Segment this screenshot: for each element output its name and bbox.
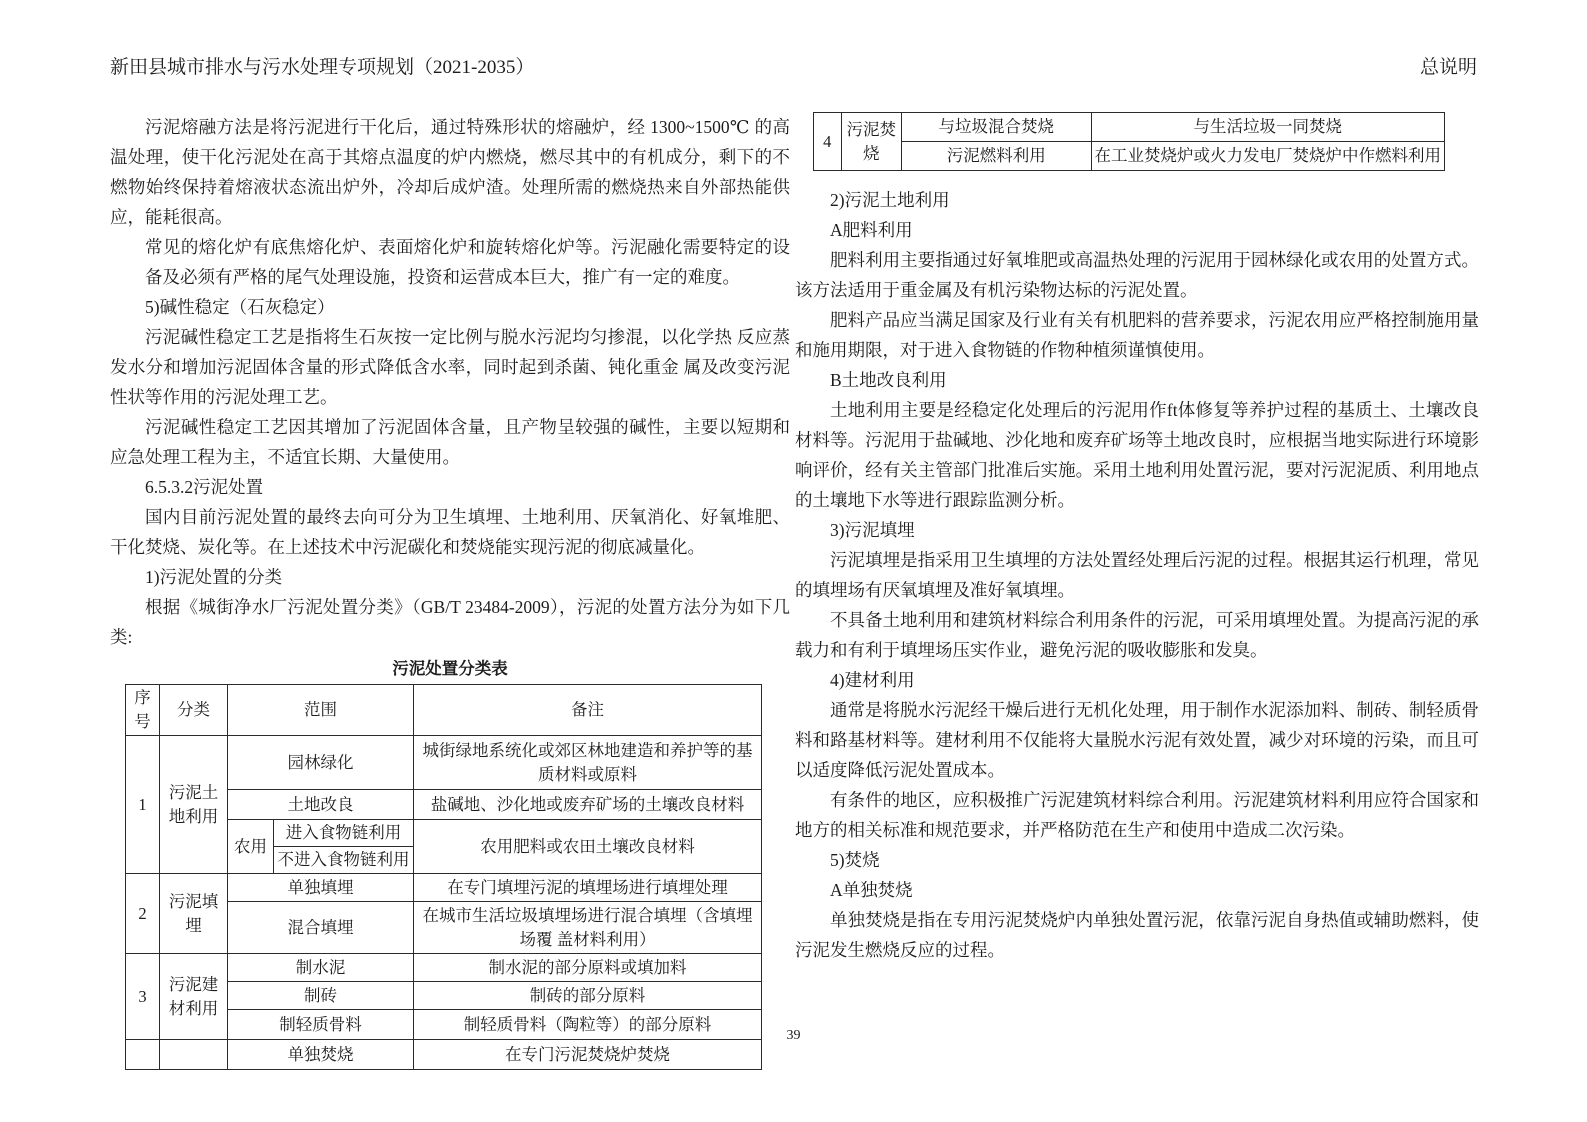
heading-land-use: 2)污泥土地利用 (830, 190, 950, 210)
cell-note: 与生活垃圾一同焚烧 (1091, 113, 1445, 142)
cell-category: 污泥焚烧 (841, 113, 902, 171)
paragraph: 根据《城街净水厂污泥处置分类》（GB/T 23484-2009），污泥的处置方法分为如下几类: (110, 597, 790, 647)
cell-scope-option: 不进入食物链利用 (274, 847, 414, 874)
cell-scope: 土地改良 (228, 790, 414, 820)
cell-scope-group: 农用 (228, 820, 274, 874)
heading-land-improvement: B土地改良利用 (830, 370, 947, 390)
cell-category: 污泥填埋 (160, 874, 228, 954)
heading-sludge-disposal: 6.5.3.2污泥处置 (145, 477, 264, 497)
cell-scope: 混合填埋 (228, 902, 414, 954)
paragraph: 土地利用主要是经稳定化处理后的污泥用作ft体修复等养护过程的基质土、土壤改良材料等。污泥用于盐碱地、沙化地和废弃矿场等土地改良时，应根据当地实际进行环境影响评价，经有关主管部门批准后实施。采用土地利用处置污泥，要对污泥泥质、利用地点的土壤地下水等进行跟踪监测分析。 (795, 400, 1479, 510)
heading-fertilizer-use: A肥料利用 (830, 220, 913, 240)
paragraph: 肥料产品应当满足国家及行业有关有机肥料的营养要求，污泥农用应严格控制施用量和施用期限，对于进入食物链的作物种植须谨慎使用。 (795, 310, 1479, 360)
table-title: 污泥处置分类表 (392, 660, 508, 678)
cell-seq: 1 (126, 736, 160, 874)
heading-separate-incineration: A单独焚烧 (830, 880, 913, 900)
cell-scope: 制水泥 (228, 954, 414, 982)
cell-scope: 制砖 (228, 982, 414, 1010)
header-category: 分类 (160, 685, 228, 736)
heading-building-material: 4)建材利用 (830, 670, 915, 690)
table-row (126, 1040, 762, 1070)
paragraph: 肥料利用主要指通过好氧堆肥或高温热处理的污泥用于园林绿化或农用的处置方式。该方法适用于重金属及有机污染物达标的污泥处置。 (795, 250, 1479, 300)
cell-scope: 单独填埋 (228, 874, 414, 902)
cell-scope: 单独焚烧 (228, 1040, 414, 1070)
cell-note: 在工业焚烧炉或火力发电厂焚烧炉中作燃料利用 (1091, 142, 1445, 171)
header-note: 备注 (414, 685, 762, 736)
paragraph: 通常是将脱水污泥经干燥后进行无机化处理，用于制作水泥添加料、制砖、制轻质骨料和路基材料等。建材利用不仅能将大量脱水污泥有效处置，减少对环境的污染，而且可以适度降低污泥处置成本。 (795, 700, 1479, 780)
heading-disposal-classification: 1)污泥处置的分类 (145, 567, 283, 587)
table-header-row (126, 685, 762, 736)
cell-category-empty (160, 1040, 228, 1070)
cell-note: 在专门填埋污泥的填埋场进行填埋处理 (414, 874, 762, 902)
header-seq: 序号 (126, 685, 160, 736)
cell-note: 在城市生活垃圾填埋场进行混合填埋（含填埋场覆 盖材料利用） (414, 902, 762, 954)
cell-note: 在专门污泥焚烧炉焚烧 (414, 1040, 762, 1070)
cell-note: 制轻质骨料（陶粒等）的部分原料 (414, 1010, 762, 1040)
cell-seq-empty (126, 1040, 160, 1070)
cell-scope: 与垃圾混合焚烧 (902, 113, 1091, 142)
paragraph: 污泥填埋是指采用卫生填埋的方法处置经处理后污泥的过程。根据其运行机理，常见的填埋场有厌氧填埋及准好氧填埋。 (795, 550, 1479, 600)
cell-seq: 2 (126, 874, 160, 954)
table-row (126, 954, 762, 982)
paragraph: 污泥碱性稳定工艺因其增加了污泥固体含量，且产物呈较强的碱性，主要以短期和应急处理工程为主，不适宜长期、大量使用。 (110, 417, 790, 467)
cell-seq: 3 (126, 954, 160, 1040)
cell-scope: 园林绿化 (228, 736, 414, 790)
cell-scope-option: 进入食物链利用 (274, 820, 414, 847)
cell-category: 污泥建材利用 (160, 954, 228, 1040)
paragraph: 国内目前污泥处置的最终去向可分为卫生填埋、土地利用、厌氧消化、好氧堆肥、干化焚烧、炭化等。在上述技术中污泥碳化和焚烧能实现污泥的彻底减量化。 (110, 507, 790, 557)
paragraph: 不具备土地利用和建筑材料综合利用条件的污泥，可采用填埋处置。为提高污泥的承载力和有利于填埋场压实作业，避免污泥的吸收膨胀和发臭。 (795, 610, 1479, 660)
section-title: 总说明 (1419, 57, 1477, 78)
heading-landfill: 3)污泥填埋 (830, 520, 915, 540)
document-title: 新田县城市排水与污水处理专项规划（2021-2035） (110, 57, 535, 78)
paragraph: 常见的熔化炉有底焦熔化炉、表面熔化炉和旋转熔化炉等。污泥融化需要特定的设备及必须有严格的尾气处理设施，投资和运营成本巨大，推广有一定的难度。 (145, 237, 790, 287)
heading-alkaline-stabilization: 5)碱性稳定（石灰稳定） (145, 297, 335, 317)
paragraph: 单独焚烧是指在专用污泥焚烧炉内单独处置污泥，依靠污泥自身热值或辅助燃料，使污泥发生燃烧反应的过程。 (795, 910, 1479, 960)
table-row (814, 113, 1445, 142)
page-header (110, 52, 1477, 79)
table-row (814, 142, 1445, 171)
right-column (795, 106, 1479, 965)
cell-note: 盐碱地、沙化地或废弃矿场的土壤改良材料 (414, 790, 762, 820)
paragraph: 有条件的地区，应积极推广污泥建筑材料综合利用。污泥建筑材料利用应符合国家和地方的相关标准和规范要求，并严格防范在生产和使用中造成二次污染。 (795, 790, 1479, 840)
cell-note: 城街绿地系统化或郊区林地建造和养护等的基质材料或原料 (414, 736, 762, 790)
page-number: 39 (786, 1028, 801, 1043)
cell-note: 制砖的部分原料 (414, 982, 762, 1010)
header-scope: 范围 (228, 685, 414, 736)
cell-category: 污泥土地利用 (160, 736, 228, 874)
cell-note: 农用肥料或农田土壤改良材料 (414, 820, 762, 874)
cell-seq: 4 (814, 113, 842, 171)
paragraph: 污泥熔融方法是将污泥进行干化后，通过特殊形状的熔融炉，经 1300~1500℃ 的高温处理，使干化污泥处在高于其熔点温度的炉内燃烧，燃尽其中的有机成分，剩下的不燃物始终保持着熔液状态流出炉外，冷却后成炉渣。处理所需的燃烧热来自外部热能供应，能耗很高。 (110, 117, 790, 227)
heading-incineration: 5)焚烧 (830, 850, 880, 870)
sludge-disposal-classification-table (125, 684, 762, 1070)
table-row (126, 874, 762, 902)
left-column (110, 112, 790, 1070)
cell-scope: 制轻质骨料 (228, 1010, 414, 1040)
paragraph: 污泥碱性稳定工艺是指将生石灰按一定比例与脱水污泥均匀掺混，以化学热 反应蒸发水分和增加污泥固体含量的形式降低含水率，同时起到杀菌、钝化重金 属及改变污泥性状等作用的污泥处理工艺。 (110, 327, 790, 407)
classification-table-continuation (813, 112, 1445, 171)
cell-scope: 污泥燃料利用 (902, 142, 1091, 171)
cell-note: 制水泥的部分原料或填加料 (414, 954, 762, 982)
table-row (126, 736, 762, 790)
